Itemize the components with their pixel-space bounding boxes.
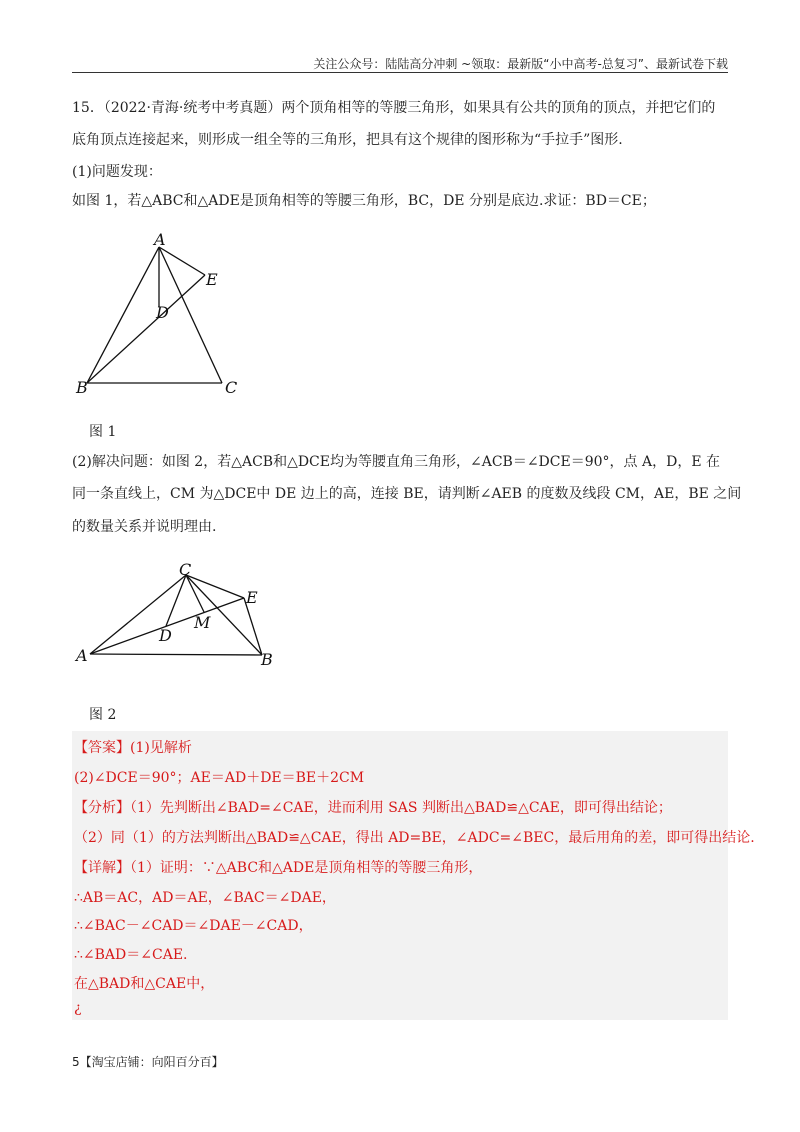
proof-step-1: ∴AB＝AC，AD＝AE，∠BAC＝∠DAE， [74, 890, 336, 906]
answer-line [74, 737, 192, 757]
answer-text: (1)见解析 [130, 740, 192, 756]
fig1-label-e: E [206, 270, 218, 289]
fig2-label-b: B [261, 650, 273, 669]
page-header: 关注公众号：陆陆高分冲刺 ~领取：最新版“小中高考-总复习”、最新试卷下载 [313, 57, 728, 71]
fig1-label-d: D [156, 303, 169, 322]
figure-2-caption: 图 2 [89, 707, 117, 723]
page-footer: 5【淘宝店铺：向阳百分百】 [72, 1055, 224, 1069]
part2-line-2: 同一条直线上，CM 为△DCE中 DE 边上的高，连接 BE，请判断∠AEB 的度数及线段 CM，AE，BE 之间 [72, 486, 742, 502]
figure-2 [72, 558, 292, 673]
fig2-label-a: A [76, 646, 88, 665]
figure-1 [72, 225, 272, 405]
part2-line-1: (2)解决问题：如图 2，若△ACB和△DCE均为等腰直角三角形，∠ACB＝∠DCE＝90°，点 A，D，E 在 [72, 454, 720, 470]
proof-step-2: ∴∠BAC－∠CAD＝∠DAE－∠CAD， [74, 918, 313, 934]
part1-title: (1)问题发现： [72, 164, 162, 180]
fig2-label-m: M [194, 613, 211, 632]
answer-tag: 【答案】 [74, 740, 130, 756]
answer-part2: (2)∠DCE＝90°；AE＝AD＋DE＝BE＋2CM [74, 770, 365, 786]
fig1-label-a: A [154, 230, 166, 249]
fig2-label-c: C [179, 560, 192, 579]
fig1-label-c: C [225, 378, 238, 397]
analysis-text: （1）先判断出∠BAD=∠CAE，进而利用 SAS 判断出△BAD≌△CAE，即可得出结论； [130, 800, 672, 816]
detail-tag: 【详解】 [74, 860, 130, 876]
problem-line-2: 底角顶点连接起来，则形成一组全等的三角形，把具有这个规律的图形称为“手拉手”图形. [72, 132, 623, 148]
fig2-label-d: D [159, 626, 172, 645]
analysis-line [74, 797, 672, 817]
figure-1-caption: 图 1 [89, 424, 117, 440]
problem-line-1: 15．（2022·青海·统考中考真题）两个顶角相等的等腰三角形，如果具有公共的顶角的顶点，并把它们的 [72, 100, 716, 116]
analysis-tag: 【分析】 [74, 800, 130, 816]
proof-step-4: 在△BAD和△CAE中， [74, 976, 215, 992]
part2-line-3: 的数量关系并说明理由. [72, 519, 217, 535]
proof-step-3: ∴∠BAD＝∠CAE. [74, 947, 188, 963]
fig2-label-e: E [246, 588, 258, 607]
detail-line [74, 857, 482, 877]
part1-text: 如图 1，若△ABC和△ADE是顶角相等的等腰三角形，BC，DE 分别是底边.求证：BD＝CE； [72, 193, 656, 209]
analysis-part2: （2）同（1）的方法判断出△BAD≌△CAE，得出 AD=BE，∠ADC=∠BEC，最后用角的差，即可得出结论. [74, 830, 755, 846]
fig1-label-b: B [76, 378, 88, 397]
proof-step-5: ¿ [74, 1000, 82, 1016]
detail-text: （1）证明：∵△ABC和△ADE是顶角相等的等腰三角形， [130, 860, 483, 876]
header-rule [72, 72, 728, 73]
